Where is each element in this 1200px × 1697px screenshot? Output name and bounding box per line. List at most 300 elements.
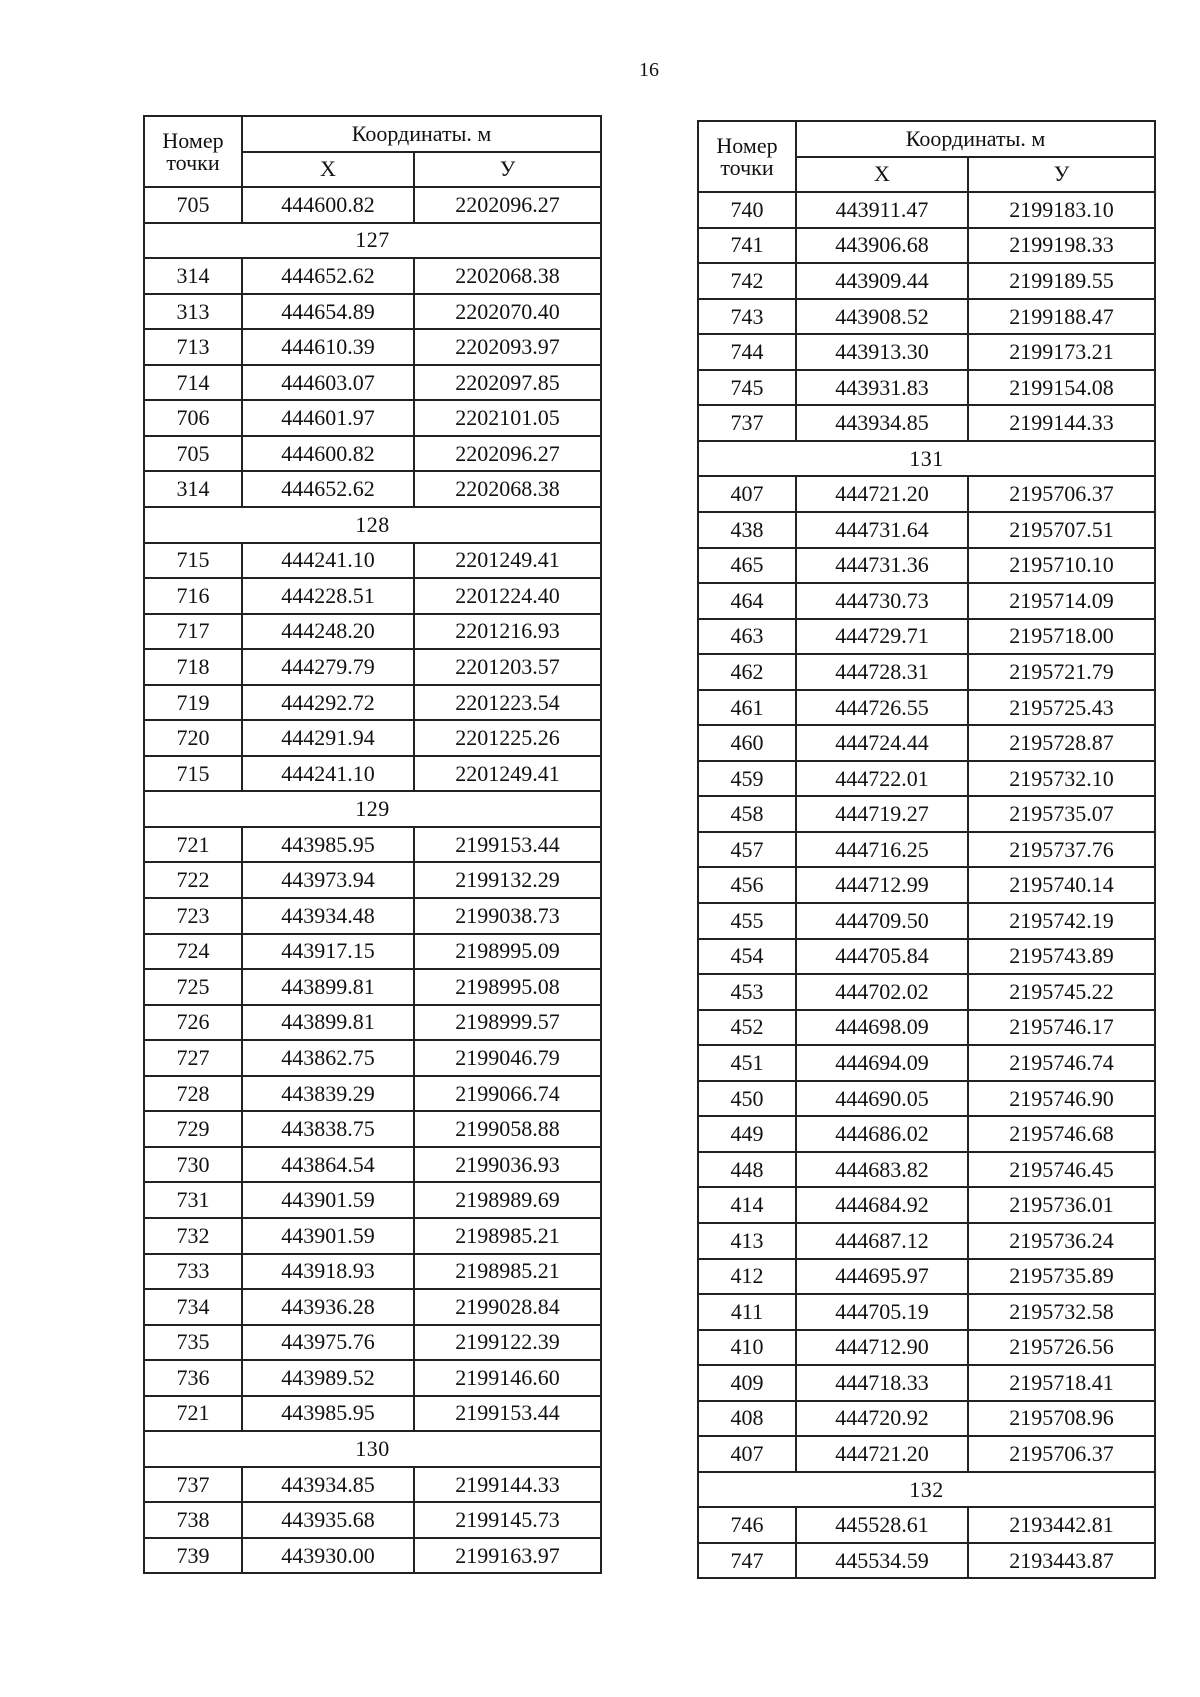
y-coordinate-cell: 2195706.37 <box>968 1436 1155 1472</box>
x-coordinate-cell: 443934.85 <box>242 1467 414 1503</box>
y-coordinate-cell: 2195742.19 <box>968 903 1155 939</box>
point-number-cell: 408 <box>698 1401 796 1437</box>
y-coordinate-cell: 2199189.55 <box>968 263 1155 299</box>
y-coordinate-cell: 2195732.10 <box>968 761 1155 797</box>
x-coordinate-cell: 444654.89 <box>242 294 414 330</box>
table-row <box>144 1467 601 1503</box>
x-coordinate-cell: 443906.68 <box>796 228 968 264</box>
table-row <box>144 720 601 756</box>
table-row <box>698 1152 1155 1188</box>
y-coordinate-cell: 2195707.51 <box>968 512 1155 548</box>
y-coordinate-cell: 2199146.60 <box>414 1360 601 1396</box>
table-row <box>698 512 1155 548</box>
point-number-cell: 743 <box>698 299 796 335</box>
y-coordinate-cell: 2195725.43 <box>968 690 1155 726</box>
point-number-cell: 737 <box>144 1467 242 1503</box>
x-coordinate-cell: 443930.00 <box>242 1538 414 1574</box>
table-row <box>144 1502 601 1538</box>
table-row <box>698 370 1155 406</box>
x-coordinate-cell: 444731.36 <box>796 548 968 584</box>
x-coordinate-cell: 443899.81 <box>242 969 414 1005</box>
point-number-cell: 412 <box>698 1259 796 1295</box>
x-coordinate-cell: 444705.19 <box>796 1294 968 1330</box>
y-coordinate-cell: 2199038.73 <box>414 898 601 934</box>
x-coordinate-cell: 444712.90 <box>796 1330 968 1366</box>
x-coordinate-cell: 443909.44 <box>796 263 968 299</box>
y-coordinate-cell: 2201216.93 <box>414 614 601 650</box>
y-coordinate-cell: 2202068.38 <box>414 471 601 507</box>
point-number-cell: 414 <box>698 1187 796 1223</box>
x-coordinate-cell: 444600.82 <box>242 187 414 223</box>
point-number-cell: 314 <box>144 258 242 294</box>
group-number: 129 <box>144 791 601 827</box>
y-coordinate-cell: 2198995.09 <box>414 934 601 970</box>
table-row <box>698 690 1155 726</box>
y-coordinate-cell: 2199066.74 <box>414 1076 601 1112</box>
point-number-cell: 459 <box>698 761 796 797</box>
point-number-cell: 455 <box>698 903 796 939</box>
x-coordinate-cell: 444719.27 <box>796 796 968 832</box>
point-number-cell: 731 <box>144 1182 242 1218</box>
table-row <box>698 299 1155 335</box>
point-number-cell: 464 <box>698 583 796 619</box>
point-number-cell: 458 <box>698 796 796 832</box>
y-coordinate-cell: 2199163.97 <box>414 1538 601 1574</box>
y-coordinate-cell: 2201249.41 <box>414 543 601 579</box>
point-number-header-line1: Номер <box>162 127 224 153</box>
table-row <box>698 1081 1155 1117</box>
x-coordinate-cell: 443864.54 <box>242 1147 414 1183</box>
table-row <box>144 1538 601 1574</box>
point-number-cell: 725 <box>144 969 242 1005</box>
point-number-cell: 721 <box>144 827 242 863</box>
x-coordinate-cell: 443989.52 <box>242 1360 414 1396</box>
y-coordinate-cell: 2202096.27 <box>414 187 601 223</box>
x-coordinate-cell: 443911.47 <box>796 192 968 228</box>
y-coordinate-cell: 2199198.33 <box>968 228 1155 264</box>
point-number-cell: 736 <box>144 1360 242 1396</box>
x-coordinate-cell: 443934.48 <box>242 898 414 934</box>
table-row <box>144 1360 601 1396</box>
y-coordinate-cell: 2195726.56 <box>968 1330 1155 1366</box>
point-number-cell: 747 <box>698 1543 796 1579</box>
point-number-cell: 451 <box>698 1045 796 1081</box>
table-row <box>144 1396 601 1432</box>
x-coordinate-cell: 443838.75 <box>242 1111 414 1147</box>
table-row <box>698 974 1155 1010</box>
y-coordinate-cell: 2195721.79 <box>968 654 1155 690</box>
x-coordinate-cell: 443918.93 <box>242 1254 414 1290</box>
table-row <box>698 405 1155 441</box>
table-row <box>698 583 1155 619</box>
table-row <box>144 1254 601 1290</box>
y-coordinate-cell: 2195706.37 <box>968 476 1155 512</box>
table-row <box>144 1005 601 1041</box>
group-row <box>144 1431 601 1467</box>
x-coordinate-cell: 443917.15 <box>242 934 414 970</box>
y-coordinate-cell: 2193443.87 <box>968 1543 1155 1579</box>
y-coordinate-cell: 2199058.88 <box>414 1111 601 1147</box>
x-coordinate-cell: 444721.20 <box>796 476 968 512</box>
point-number-cell: 706 <box>144 400 242 436</box>
table-row <box>698 548 1155 584</box>
x-coordinate-cell: 444610.39 <box>242 329 414 365</box>
x-coordinate-cell: 443901.59 <box>242 1182 414 1218</box>
table-row <box>144 649 601 685</box>
x-coordinate-cell: 444702.02 <box>796 974 968 1010</box>
y-coordinate-cell: 2195746.68 <box>968 1116 1155 1152</box>
x-coordinate-cell: 444695.97 <box>796 1259 968 1295</box>
group-row <box>144 791 601 827</box>
table-row <box>144 1325 601 1361</box>
x-coordinate-cell: 443975.76 <box>242 1325 414 1361</box>
table-row <box>698 1187 1155 1223</box>
point-number-cell: 744 <box>698 334 796 370</box>
x-coordinate-cell: 444684.92 <box>796 1187 968 1223</box>
x-coordinate-cell: 443985.95 <box>242 1396 414 1432</box>
point-number-cell: 450 <box>698 1081 796 1117</box>
group-row <box>698 441 1155 477</box>
point-number-cell: 730 <box>144 1147 242 1183</box>
table-row <box>698 228 1155 264</box>
group-row <box>144 507 601 543</box>
table-row <box>144 1218 601 1254</box>
x-coordinate-cell: 444724.44 <box>796 725 968 761</box>
x-coordinate-cell: 444683.82 <box>796 1152 968 1188</box>
y-coordinate-cell: 2199046.79 <box>414 1040 601 1076</box>
table-row <box>698 1045 1155 1081</box>
y-coordinate-cell: 2193442.81 <box>968 1507 1155 1543</box>
point-number-cell: 411 <box>698 1294 796 1330</box>
x-coordinate-cell: 444712.99 <box>796 867 968 903</box>
table-row <box>698 1401 1155 1437</box>
group-number: 130 <box>144 1431 601 1467</box>
table-row <box>144 934 601 970</box>
y-coordinate-cell: 2195740.14 <box>968 867 1155 903</box>
point-number-cell: 740 <box>698 192 796 228</box>
group-number: 131 <box>698 441 1155 477</box>
point-number-header-line2: точки <box>720 154 774 180</box>
point-number-cell: 462 <box>698 654 796 690</box>
y-column-header: У <box>414 152 601 188</box>
y-coordinate-cell: 2199028.84 <box>414 1289 601 1325</box>
x-coordinate-cell: 444729.71 <box>796 619 968 655</box>
x-coordinate-cell: 443973.94 <box>242 862 414 898</box>
x-coordinate-cell: 444705.84 <box>796 939 968 975</box>
table-row <box>698 1223 1155 1259</box>
x-coordinate-cell: 444241.10 <box>242 543 414 579</box>
y-coordinate-cell: 2195746.90 <box>968 1081 1155 1117</box>
y-column-header: У <box>968 157 1155 193</box>
x-coordinate-cell: 443936.28 <box>242 1289 414 1325</box>
x-coordinate-cell: 444730.73 <box>796 583 968 619</box>
table-row <box>144 614 601 650</box>
point-number-cell: 461 <box>698 690 796 726</box>
coordinates-header: Координаты. м <box>242 116 601 152</box>
point-number-cell: 463 <box>698 619 796 655</box>
y-coordinate-cell: 2198985.21 <box>414 1218 601 1254</box>
point-number-header <box>144 116 242 187</box>
x-coordinate-cell: 444718.33 <box>796 1365 968 1401</box>
table-row <box>698 619 1155 655</box>
x-coordinate-cell: 444292.72 <box>242 685 414 721</box>
point-number-cell: 407 <box>698 476 796 512</box>
y-coordinate-cell: 2199153.44 <box>414 1396 601 1432</box>
x-coordinate-cell: 444694.09 <box>796 1045 968 1081</box>
point-number-cell: 745 <box>698 370 796 406</box>
point-number-cell: 465 <box>698 548 796 584</box>
y-coordinate-cell: 2195746.17 <box>968 1010 1155 1046</box>
table-row <box>144 471 601 507</box>
point-number-cell: 453 <box>698 974 796 1010</box>
point-number-cell: 313 <box>144 294 242 330</box>
point-number-cell: 449 <box>698 1116 796 1152</box>
y-coordinate-cell: 2201203.57 <box>414 649 601 685</box>
y-coordinate-cell: 2195736.01 <box>968 1187 1155 1223</box>
y-coordinate-cell: 2195718.00 <box>968 619 1155 655</box>
coordinates-table-right <box>697 120 1156 1579</box>
point-number-cell: 715 <box>144 543 242 579</box>
x-coordinate-cell: 444721.20 <box>796 1436 968 1472</box>
y-coordinate-cell: 2201225.26 <box>414 720 601 756</box>
y-coordinate-cell: 2201249.41 <box>414 756 601 792</box>
y-coordinate-cell: 2202070.40 <box>414 294 601 330</box>
y-coordinate-cell: 2199144.33 <box>414 1467 601 1503</box>
table-row <box>698 761 1155 797</box>
group-number: 128 <box>144 507 601 543</box>
group-number: 127 <box>144 223 601 259</box>
x-coordinate-cell: 443931.83 <box>796 370 968 406</box>
y-coordinate-cell: 2195736.24 <box>968 1223 1155 1259</box>
point-number-cell: 456 <box>698 867 796 903</box>
x-column-header: X <box>796 157 968 193</box>
y-coordinate-cell: 2199132.29 <box>414 862 601 898</box>
table-row <box>144 1182 601 1218</box>
point-number-cell: 715 <box>144 756 242 792</box>
point-number-cell: 733 <box>144 1254 242 1290</box>
point-number-cell: 714 <box>144 365 242 401</box>
table-row <box>698 725 1155 761</box>
point-number-cell: 407 <box>698 1436 796 1472</box>
table-row <box>698 476 1155 512</box>
y-coordinate-cell: 2198995.08 <box>414 969 601 1005</box>
x-coordinate-cell: 444709.50 <box>796 903 968 939</box>
table-row <box>698 1259 1155 1295</box>
table-row <box>144 365 601 401</box>
x-coordinate-cell: 444600.82 <box>242 436 414 472</box>
x-coordinate-cell: 444248.20 <box>242 614 414 650</box>
table-row <box>698 832 1155 868</box>
coordinates-header: Координаты. м <box>796 121 1155 157</box>
table-row <box>144 1147 601 1183</box>
x-coordinate-cell: 444726.55 <box>796 690 968 726</box>
x-coordinate-cell: 443935.68 <box>242 1502 414 1538</box>
table-row <box>698 1365 1155 1401</box>
table-row <box>698 1330 1155 1366</box>
y-coordinate-cell: 2195708.96 <box>968 1401 1155 1437</box>
point-number-cell: 726 <box>144 1005 242 1041</box>
table-row <box>698 263 1155 299</box>
table-row <box>144 1076 601 1112</box>
point-number-cell: 713 <box>144 329 242 365</box>
y-coordinate-cell: 2199145.73 <box>414 1502 601 1538</box>
x-coordinate-cell: 443839.29 <box>242 1076 414 1112</box>
y-coordinate-cell: 2199144.33 <box>968 405 1155 441</box>
point-number-cell: 452 <box>698 1010 796 1046</box>
x-coordinate-cell: 443985.95 <box>242 827 414 863</box>
x-coordinate-cell: 444279.79 <box>242 649 414 685</box>
point-number-cell: 454 <box>698 939 796 975</box>
table-row <box>698 334 1155 370</box>
point-number-cell: 728 <box>144 1076 242 1112</box>
table-row <box>698 1294 1155 1330</box>
table-row <box>698 939 1155 975</box>
table-body-left <box>144 187 601 1573</box>
y-coordinate-cell: 2195732.58 <box>968 1294 1155 1330</box>
x-coordinate-cell: 444720.92 <box>796 1401 968 1437</box>
point-number-cell: 742 <box>698 263 796 299</box>
y-coordinate-cell: 2195714.09 <box>968 583 1155 619</box>
y-coordinate-cell: 2198985.21 <box>414 1254 601 1290</box>
x-coordinate-cell: 444291.94 <box>242 720 414 756</box>
y-coordinate-cell: 2199173.21 <box>968 334 1155 370</box>
x-coordinate-cell: 443908.52 <box>796 299 968 335</box>
point-number-cell: 438 <box>698 512 796 548</box>
point-number-cell: 314 <box>144 471 242 507</box>
table-row <box>144 187 601 223</box>
table-row <box>698 192 1155 228</box>
y-coordinate-cell: 2202101.05 <box>414 400 601 436</box>
x-coordinate-cell: 443899.81 <box>242 1005 414 1041</box>
x-coordinate-cell: 444722.01 <box>796 761 968 797</box>
y-coordinate-cell: 2195743.89 <box>968 939 1155 975</box>
table-row <box>144 436 601 472</box>
x-coordinate-cell: 444731.64 <box>796 512 968 548</box>
table-row <box>144 578 601 614</box>
point-number-cell: 724 <box>144 934 242 970</box>
table-row <box>698 1436 1155 1472</box>
page-number: 16 <box>639 59 659 81</box>
x-column-header: X <box>242 152 414 188</box>
table-row <box>698 1010 1155 1046</box>
y-coordinate-cell: 2195745.22 <box>968 974 1155 1010</box>
point-number-cell: 739 <box>144 1538 242 1574</box>
table-row <box>144 1289 601 1325</box>
y-coordinate-cell: 2195746.45 <box>968 1152 1155 1188</box>
y-coordinate-cell: 2201224.40 <box>414 578 601 614</box>
table-row <box>698 903 1155 939</box>
y-coordinate-cell: 2199154.08 <box>968 370 1155 406</box>
point-number-cell: 737 <box>698 405 796 441</box>
table-row <box>144 685 601 721</box>
x-coordinate-cell: 443913.30 <box>796 334 968 370</box>
table-row <box>698 1116 1155 1152</box>
y-coordinate-cell: 2195728.87 <box>968 725 1155 761</box>
point-number-cell: 729 <box>144 1111 242 1147</box>
point-number-cell: 718 <box>144 649 242 685</box>
table-row <box>144 862 601 898</box>
group-row <box>698 1472 1155 1508</box>
y-coordinate-cell: 2202068.38 <box>414 258 601 294</box>
y-coordinate-cell: 2201223.54 <box>414 685 601 721</box>
table-row <box>698 654 1155 690</box>
x-coordinate-cell: 444716.25 <box>796 832 968 868</box>
point-number-cell: 409 <box>698 1365 796 1401</box>
x-coordinate-cell: 443862.75 <box>242 1040 414 1076</box>
table-row <box>144 1111 601 1147</box>
point-number-cell: 722 <box>144 862 242 898</box>
point-number-header-line2: точки <box>166 149 220 175</box>
point-number-cell: 720 <box>144 720 242 756</box>
point-number-cell: 734 <box>144 1289 242 1325</box>
y-coordinate-cell: 2199036.93 <box>414 1147 601 1183</box>
x-coordinate-cell: 443934.85 <box>796 405 968 441</box>
x-coordinate-cell: 445528.61 <box>796 1507 968 1543</box>
point-number-cell: 741 <box>698 228 796 264</box>
x-coordinate-cell: 444652.62 <box>242 258 414 294</box>
point-number-cell: 716 <box>144 578 242 614</box>
point-number-cell: 738 <box>144 1502 242 1538</box>
table-row <box>144 258 601 294</box>
y-coordinate-cell: 2195735.07 <box>968 796 1155 832</box>
y-coordinate-cell: 2195737.76 <box>968 832 1155 868</box>
y-coordinate-cell: 2198989.69 <box>414 1182 601 1218</box>
point-number-cell: 727 <box>144 1040 242 1076</box>
x-coordinate-cell: 444603.07 <box>242 365 414 401</box>
y-coordinate-cell: 2202093.97 <box>414 329 601 365</box>
y-coordinate-cell: 2195710.10 <box>968 548 1155 584</box>
x-coordinate-cell: 444241.10 <box>242 756 414 792</box>
point-number-cell: 735 <box>144 1325 242 1361</box>
point-number-cell: 413 <box>698 1223 796 1259</box>
group-row <box>144 223 601 259</box>
table-row <box>144 294 601 330</box>
x-coordinate-cell: 443901.59 <box>242 1218 414 1254</box>
point-number-cell: 719 <box>144 685 242 721</box>
table-row <box>698 796 1155 832</box>
point-number-cell: 723 <box>144 898 242 934</box>
x-coordinate-cell: 445534.59 <box>796 1543 968 1579</box>
point-number-cell: 460 <box>698 725 796 761</box>
table-row <box>144 400 601 436</box>
y-coordinate-cell: 2202097.85 <box>414 365 601 401</box>
table-row <box>144 756 601 792</box>
table-row <box>144 543 601 579</box>
x-coordinate-cell: 444228.51 <box>242 578 414 614</box>
table-row <box>144 1040 601 1076</box>
y-coordinate-cell: 2195718.41 <box>968 1365 1155 1401</box>
x-coordinate-cell: 444601.97 <box>242 400 414 436</box>
point-number-cell: 448 <box>698 1152 796 1188</box>
y-coordinate-cell: 2198999.57 <box>414 1005 601 1041</box>
y-coordinate-cell: 2199183.10 <box>968 192 1155 228</box>
table-row <box>698 1543 1155 1579</box>
group-number: 132 <box>698 1472 1155 1508</box>
point-number-cell: 705 <box>144 187 242 223</box>
table-row <box>698 1507 1155 1543</box>
y-coordinate-cell: 2199122.39 <box>414 1325 601 1361</box>
table-row <box>144 329 601 365</box>
y-coordinate-cell: 2202096.27 <box>414 436 601 472</box>
point-number-cell: 721 <box>144 1396 242 1432</box>
point-number-cell: 457 <box>698 832 796 868</box>
x-coordinate-cell: 444652.62 <box>242 471 414 507</box>
table-row <box>144 898 601 934</box>
y-coordinate-cell: 2195735.89 <box>968 1259 1155 1295</box>
table-row <box>144 827 601 863</box>
table-row <box>144 969 601 1005</box>
point-number-cell: 717 <box>144 614 242 650</box>
